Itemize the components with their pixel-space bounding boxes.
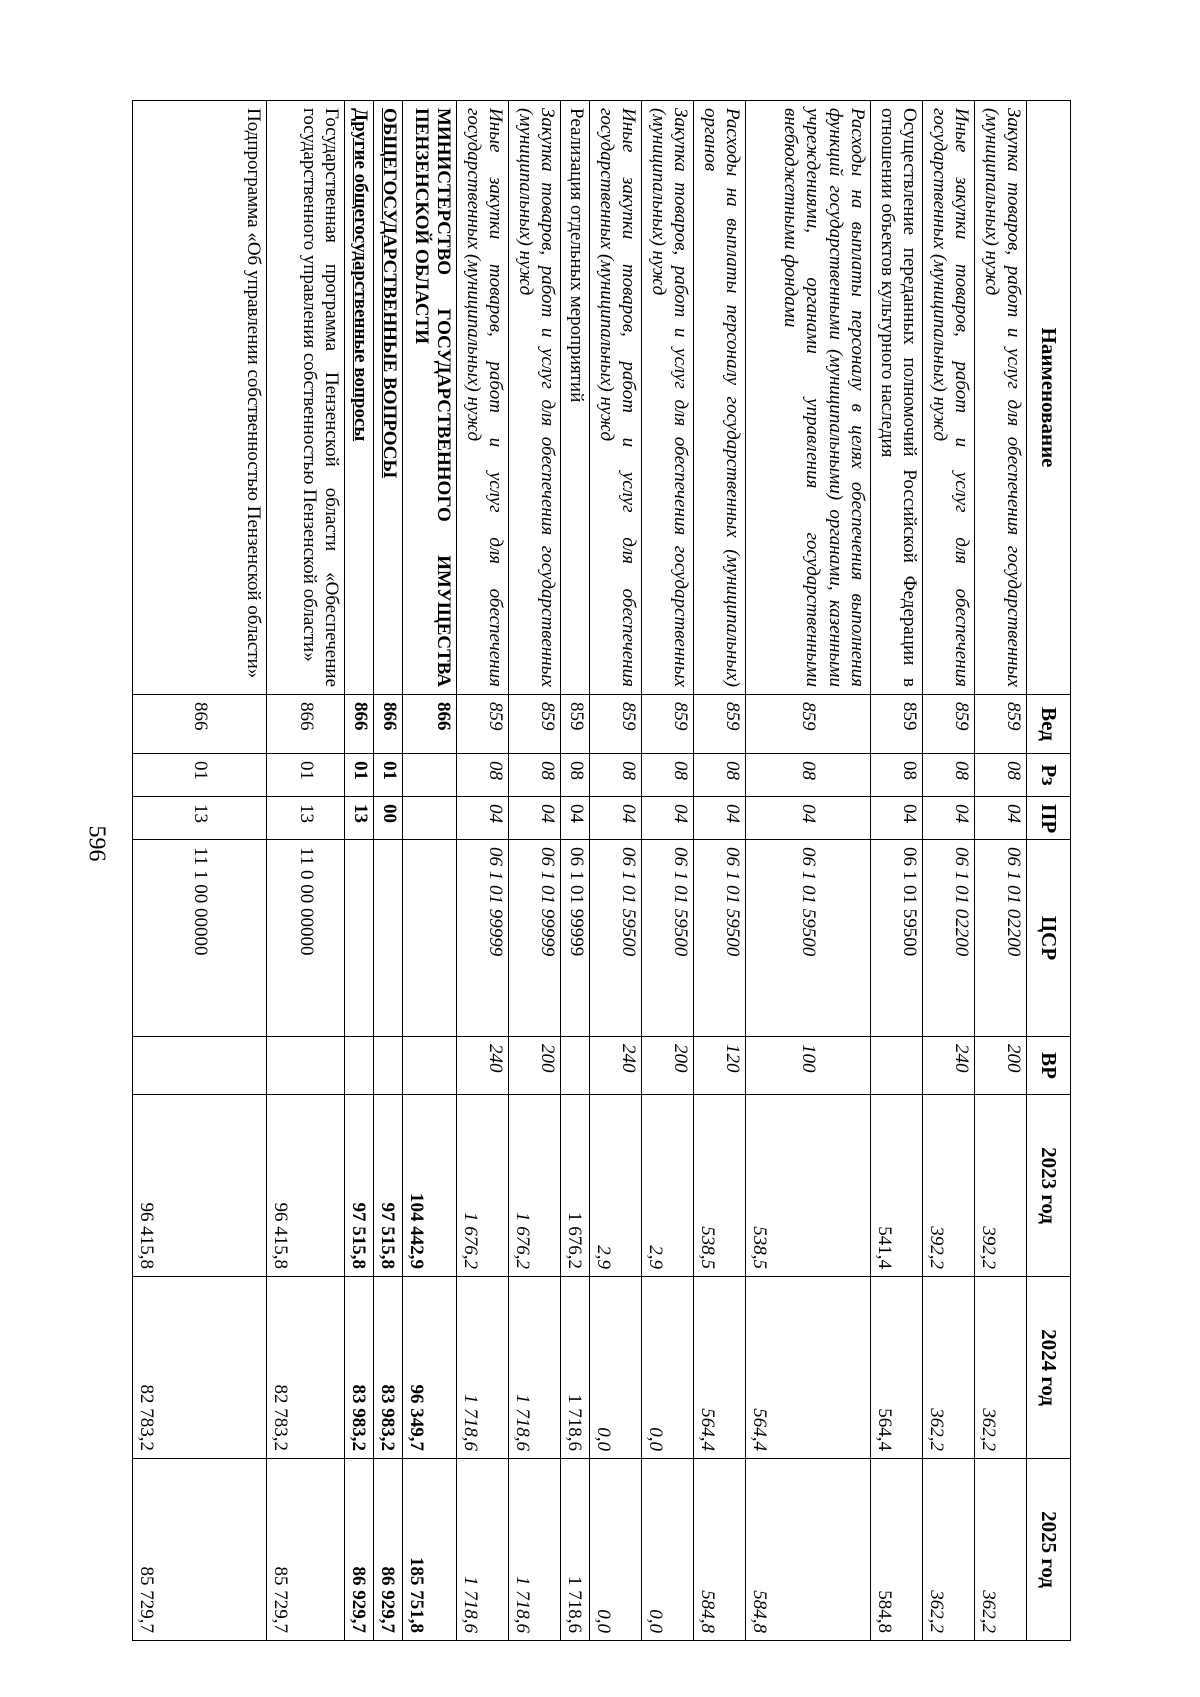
- header-2025: 2025 год: [1027, 1459, 1071, 1641]
- cell-csr: [374, 840, 403, 1037]
- cell-ved: 859: [561, 695, 590, 754]
- cell-2025: 0,0: [590, 1459, 642, 1641]
- cell-2023: 104 442,9: [403, 1095, 457, 1277]
- cell-csr: [403, 840, 457, 1037]
- cell-pr: 04: [561, 797, 590, 840]
- table-row: [642, 101, 694, 1641]
- cell-vr: [561, 1037, 590, 1095]
- cell-vr: 240: [923, 1037, 975, 1095]
- cell-rz: 08: [923, 754, 975, 797]
- cell-2024: 0,0: [590, 1277, 642, 1459]
- cell-name: Осуществление переданных полномочий Российской Федерации в отношении объектов культурного наследия: [871, 101, 923, 695]
- cell-2024: 83 983,2: [374, 1277, 403, 1459]
- cell-ved: 859: [694, 695, 746, 754]
- cell-2025: 85 729,7: [133, 1459, 267, 1641]
- cell-ved: 866: [133, 695, 267, 754]
- table-row: [923, 101, 975, 1641]
- cell-pr: 04: [642, 797, 694, 840]
- cell-rz: 01: [133, 754, 267, 797]
- cell-rz: 08: [590, 754, 642, 797]
- table-row: [133, 101, 267, 1641]
- cell-2023: 1 676,2: [561, 1095, 590, 1277]
- cell-name: ОБЩЕГОСУДАРСТВЕННЫЕ ВОПРОСЫ: [374, 101, 403, 695]
- cell-vr: 240: [457, 1037, 509, 1095]
- cell-2024: 564,4: [694, 1277, 746, 1459]
- cell-pr: 04: [746, 797, 871, 840]
- cell-vr: 200: [509, 1037, 561, 1095]
- cell-2024: 564,4: [871, 1277, 923, 1459]
- cell-2023: 96 415,8: [133, 1095, 267, 1277]
- cell-csr: [345, 840, 374, 1037]
- cell-2024: 82 783,2: [267, 1277, 345, 1459]
- cell-2025: 85 729,7: [267, 1459, 345, 1641]
- cell-ved: 859: [871, 695, 923, 754]
- cell-name: Иные закупки товаров, работ и услуг для обеспечения государственных (муниципальных) нужд: [457, 101, 509, 695]
- cell-name: Закупка товаров, работ и услуг для обеспечения государственных (муниципальных) нужд: [975, 101, 1027, 695]
- cell-2024: 96 349,7: [403, 1277, 457, 1459]
- header-2024: 2024 год: [1027, 1277, 1071, 1459]
- cell-pr: 00: [374, 797, 403, 840]
- cell-pr: 04: [871, 797, 923, 840]
- cell-2025: 86 929,7: [345, 1459, 374, 1641]
- cell-vr: [267, 1037, 345, 1095]
- cell-ved: 866: [345, 695, 374, 754]
- cell-pr: 04: [975, 797, 1027, 840]
- table-row: [975, 101, 1027, 1641]
- cell-vr: [345, 1037, 374, 1095]
- cell-name: Закупка товаров, работ и услуг для обеспечения государственных (муниципальных) нужд: [642, 101, 694, 695]
- rotated-table-wrapper: [132, 100, 1071, 1640]
- cell-ved: 859: [509, 695, 561, 754]
- cell-rz: 08: [975, 754, 1027, 797]
- table-row: [590, 101, 642, 1641]
- table-row: [509, 101, 561, 1641]
- table-row: [694, 101, 746, 1641]
- table-row: [267, 101, 345, 1641]
- cell-2025: 584,8: [871, 1459, 923, 1641]
- cell-ved: 859: [975, 695, 1027, 754]
- cell-2023: 97 515,8: [374, 1095, 403, 1277]
- cell-rz: 08: [457, 754, 509, 797]
- cell-name: Другие общегосударственные вопросы: [345, 101, 374, 695]
- cell-2023: 538,5: [746, 1095, 871, 1277]
- cell-csr: 06 1 01 99999: [457, 840, 509, 1037]
- cell-ved: 866: [403, 695, 457, 754]
- cell-pr: [403, 797, 457, 840]
- cell-2023: 2,9: [590, 1095, 642, 1277]
- cell-name: Закупка товаров, работ и услуг для обеспечения государственных (муниципальных) нужд: [509, 101, 561, 695]
- cell-name: Иные закупки товаров, работ и услуг для обеспечения государственных (муниципальных) нужд: [923, 101, 975, 695]
- header-rz: Рз: [1027, 754, 1071, 797]
- cell-pr: 04: [694, 797, 746, 840]
- cell-2024: 564,4: [746, 1277, 871, 1459]
- cell-2024: 362,2: [923, 1277, 975, 1459]
- cell-name: Расходы на выплаты персоналу государственных (муниципальных) органов: [694, 101, 746, 695]
- cell-ved: 859: [590, 695, 642, 754]
- cell-name: МИНИСТЕРСТВО ГОСУДАРСТВЕННОГО ИМУЩЕСТВА ПЕНЗЕНСКОЙ ОБЛАСТИ: [403, 101, 457, 695]
- cell-2025: 185 751,8: [403, 1459, 457, 1641]
- table-row: [457, 101, 509, 1641]
- budget-table: [132, 100, 1071, 1641]
- cell-pr: 13: [345, 797, 374, 840]
- cell-csr: 06 1 01 59500: [871, 840, 923, 1037]
- cell-vr: [871, 1037, 923, 1095]
- cell-pr: 04: [509, 797, 561, 840]
- header-pr: ПР: [1027, 797, 1071, 840]
- cell-vr: 200: [642, 1037, 694, 1095]
- cell-2023: 1 676,2: [457, 1095, 509, 1277]
- cell-vr: [403, 1037, 457, 1095]
- cell-ved: 859: [457, 695, 509, 754]
- table-row: [345, 101, 374, 1641]
- header-ved: Вед: [1027, 695, 1071, 754]
- cell-ved: 859: [923, 695, 975, 754]
- cell-csr: 06 1 01 99999: [561, 840, 590, 1037]
- cell-vr: 100: [746, 1037, 871, 1095]
- cell-ved: 866: [374, 695, 403, 754]
- header-vr: ВР: [1027, 1037, 1071, 1095]
- table-row: [871, 101, 923, 1641]
- cell-2025: 1 718,6: [561, 1459, 590, 1641]
- cell-2025: 86 929,7: [374, 1459, 403, 1641]
- cell-rz: 01: [267, 754, 345, 797]
- cell-2025: 362,2: [975, 1459, 1027, 1641]
- cell-pr: 04: [457, 797, 509, 840]
- cell-2024: 82 783,2: [133, 1277, 267, 1459]
- header-csr: ЦСР: [1027, 840, 1071, 1037]
- cell-vr: [133, 1037, 267, 1095]
- cell-2023: 541,4: [871, 1095, 923, 1277]
- cell-name: Государственная программа Пензенской области «Обеспечение государственного управления собственностью Пензенской области»: [267, 101, 345, 695]
- cell-pr: 04: [590, 797, 642, 840]
- header-row: [1027, 101, 1071, 1641]
- cell-pr: 13: [267, 797, 345, 840]
- cell-ved: 859: [642, 695, 694, 754]
- header-name: Наименование: [1027, 101, 1071, 695]
- cell-vr: 120: [694, 1037, 746, 1095]
- cell-2024: 1 718,6: [561, 1277, 590, 1459]
- cell-rz: [403, 754, 457, 797]
- cell-2024: 83 983,2: [345, 1277, 374, 1459]
- cell-2024: 362,2: [975, 1277, 1027, 1459]
- cell-csr: 06 1 01 99999: [509, 840, 561, 1037]
- cell-vr: [374, 1037, 403, 1095]
- cell-pr: 13: [133, 797, 267, 840]
- cell-vr: 200: [975, 1037, 1027, 1095]
- cell-ved: 859: [746, 695, 871, 754]
- cell-2025: 0,0: [642, 1459, 694, 1641]
- cell-rz: 08: [746, 754, 871, 797]
- table-row: [746, 101, 871, 1641]
- cell-rz: 01: [374, 754, 403, 797]
- cell-2024: 1 718,6: [509, 1277, 561, 1459]
- cell-2024: 1 718,6: [457, 1277, 509, 1459]
- cell-name: Подпрограмма «Об управлении собственностью Пензенской области»: [133, 101, 267, 695]
- cell-2025: 584,8: [746, 1459, 871, 1641]
- header-2023: 2023 год: [1027, 1095, 1071, 1277]
- table-row: [374, 101, 403, 1641]
- cell-ved: 866: [267, 695, 345, 754]
- cell-rz: 08: [509, 754, 561, 797]
- cell-2025: 1 718,6: [509, 1459, 561, 1641]
- cell-2025: 1 718,6: [457, 1459, 509, 1641]
- cell-csr: 06 1 01 02200: [975, 840, 1027, 1037]
- cell-rz: 01: [345, 754, 374, 797]
- cell-2023: 2,9: [642, 1095, 694, 1277]
- cell-csr: 06 1 01 59500: [694, 840, 746, 1037]
- cell-2023: 1 676,2: [509, 1095, 561, 1277]
- cell-2023: 538,5: [694, 1095, 746, 1277]
- cell-name: Иные закупки товаров, работ и услуг для обеспечения государственных (муниципальных) нужд: [590, 101, 642, 695]
- table-row: [403, 101, 457, 1641]
- cell-rz: 08: [871, 754, 923, 797]
- table-row: [561, 101, 590, 1641]
- cell-csr: 06 1 01 59500: [590, 840, 642, 1037]
- cell-csr: 06 1 01 59500: [642, 840, 694, 1037]
- cell-2023: 96 415,8: [267, 1095, 345, 1277]
- cell-rz: 08: [694, 754, 746, 797]
- cell-csr: 06 1 01 59500: [746, 840, 871, 1037]
- cell-2023: 392,2: [923, 1095, 975, 1277]
- cell-csr: 11 0 00 00000: [267, 840, 345, 1037]
- cell-pr: 04: [923, 797, 975, 840]
- cell-2024: 0,0: [642, 1277, 694, 1459]
- cell-rz: 08: [642, 754, 694, 797]
- cell-rz: 08: [561, 754, 590, 797]
- cell-name: Расходы на выплаты персоналу в целях обеспечения выполнения функций государственными (муниципальными) органами, казенными учреждениями, органами управления государственными внебюджетными фондами: [746, 101, 871, 695]
- cell-name: Реализация отдельных мероприятий: [561, 101, 590, 695]
- cell-csr: 11 1 00 00000: [133, 840, 267, 1037]
- page-number: 596: [83, 825, 110, 862]
- cell-vr: 240: [590, 1037, 642, 1095]
- cell-2023: 392,2: [975, 1095, 1027, 1277]
- cell-2025: 584,8: [694, 1459, 746, 1641]
- cell-2023: 97 515,8: [345, 1095, 374, 1277]
- cell-csr: 06 1 01 02200: [923, 840, 975, 1037]
- cell-2025: 362,2: [923, 1459, 975, 1641]
